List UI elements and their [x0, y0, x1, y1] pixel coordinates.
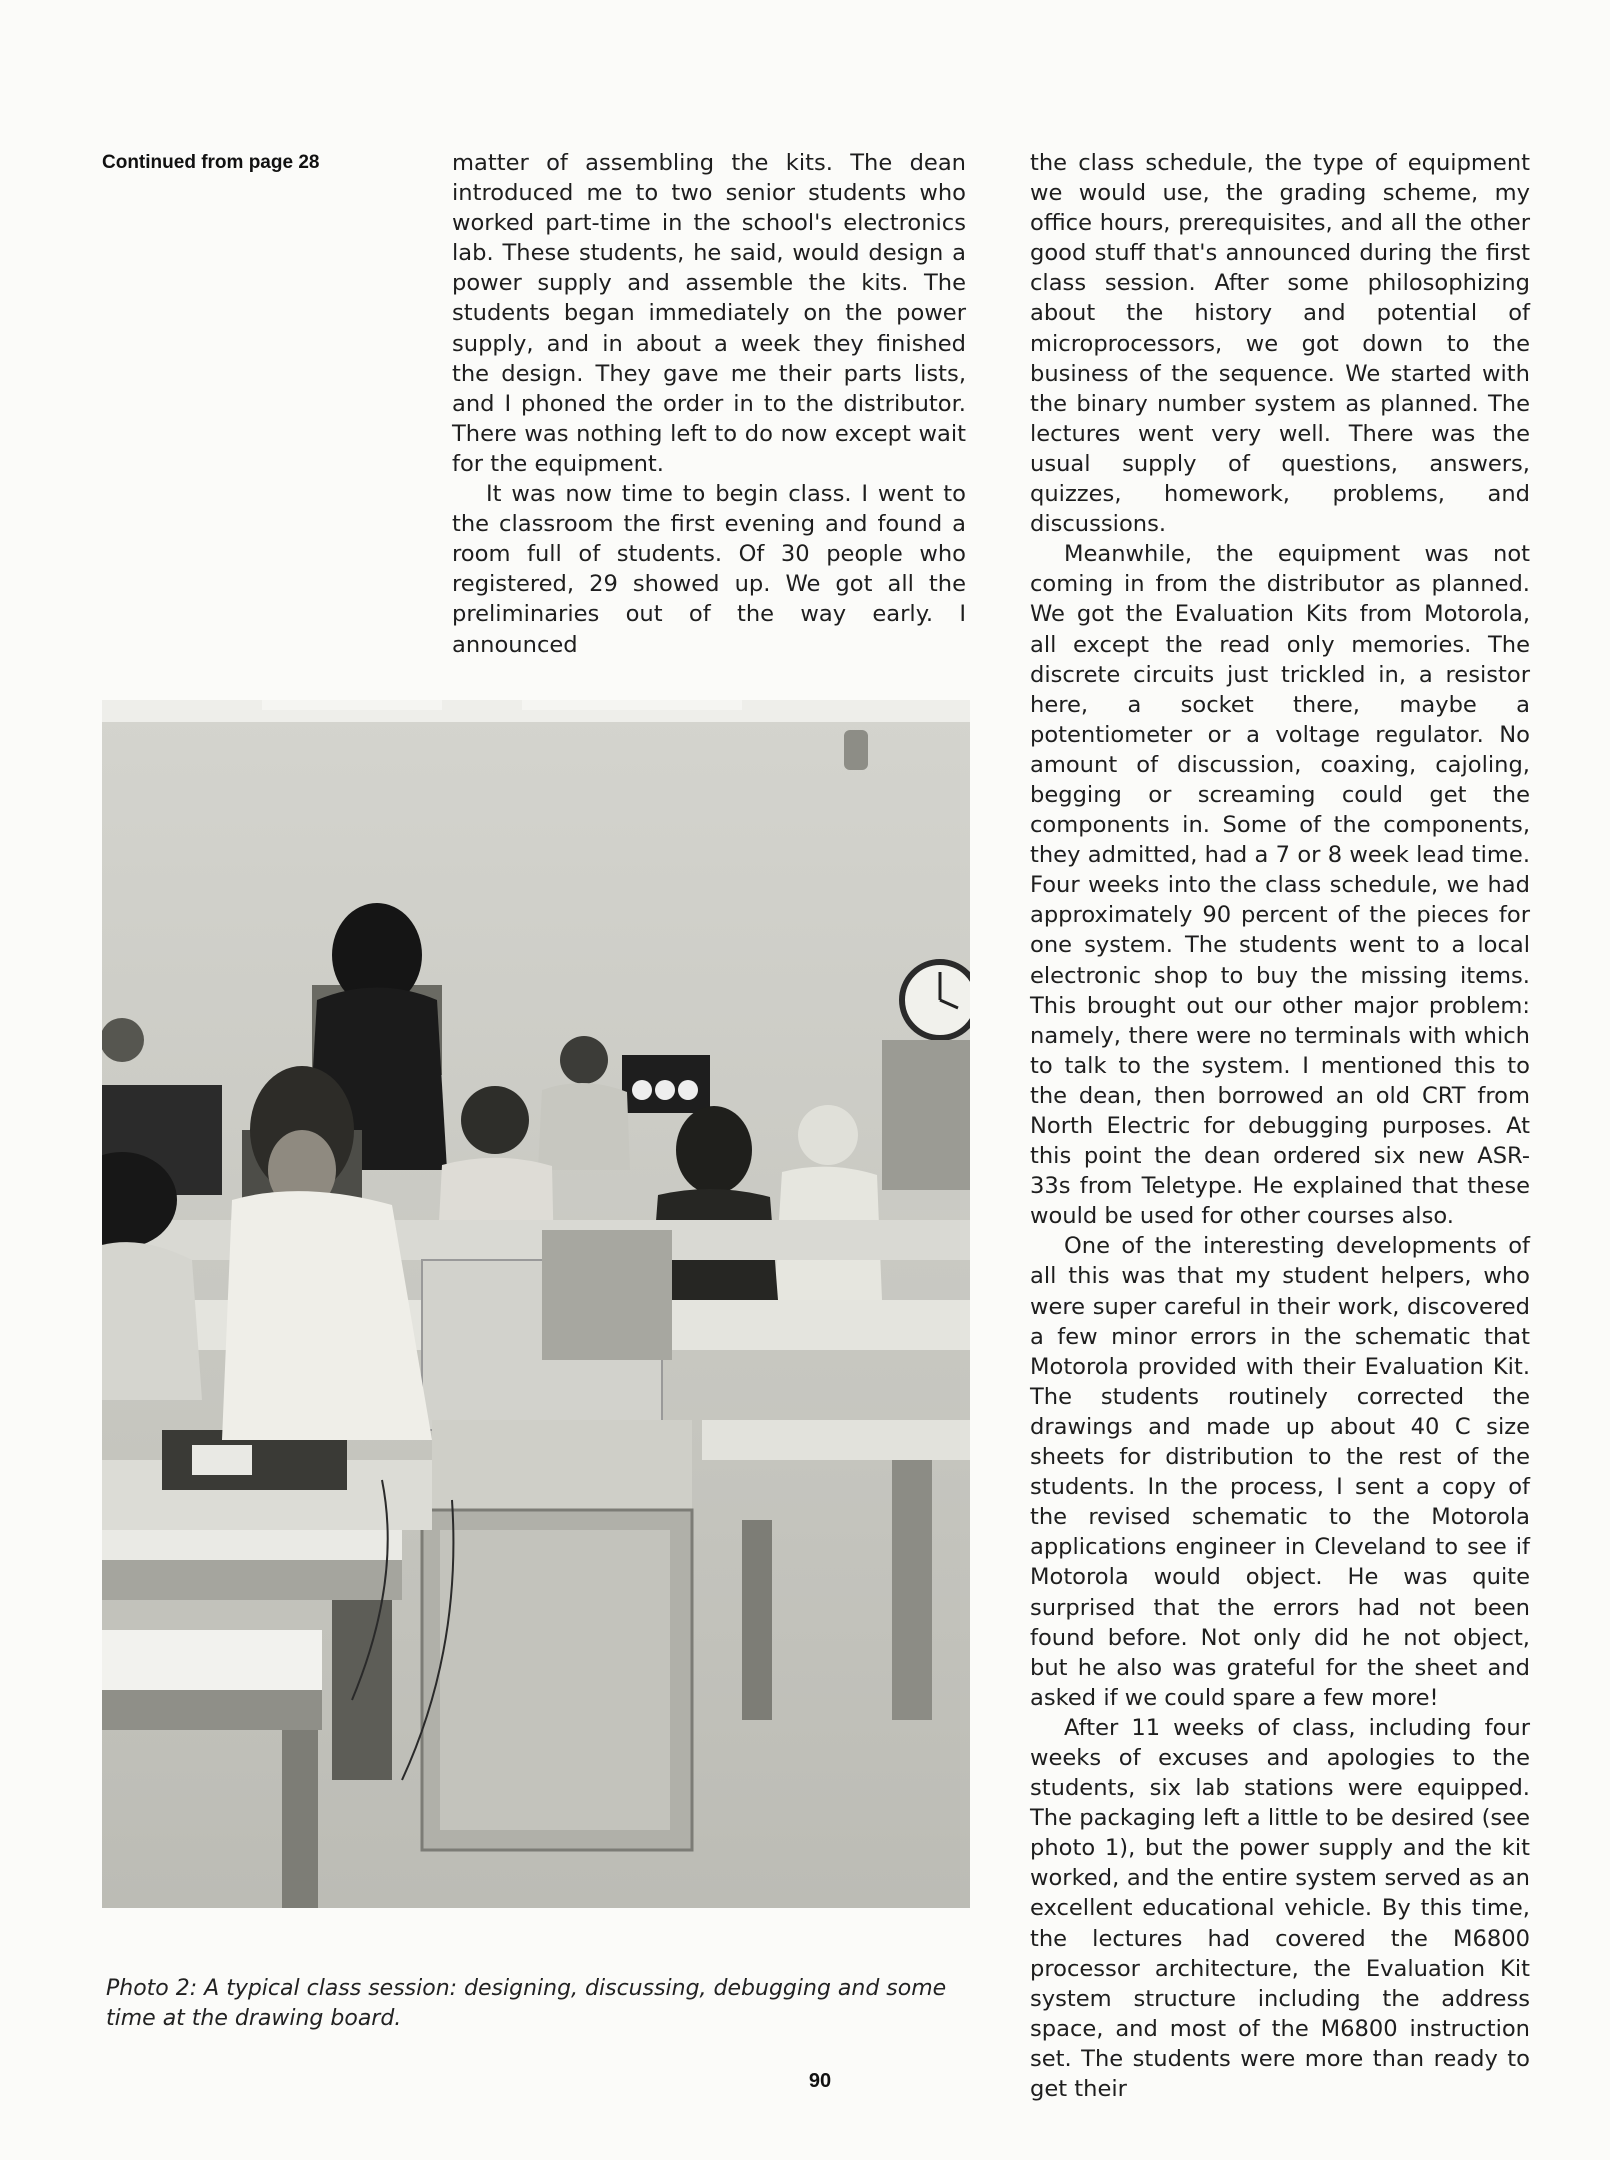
article-paragraph: the class schedule, the type of equipment we would use, the grading scheme, my office hours, prerequisites, and all the other good stuff that's announced during the first class session. After some philosophizing about the history and potential of microprocessors, we got down to the business of the sequence. We started with the binary number system as planned. The lectures went very well. There was the usual supply of questions, answers, quizzes, homework, problems, and discussions.	[1030, 150, 1530, 538]
article-column-middle	[452, 148, 966, 660]
article-paragraph: It was now time to begin class. I went to the classroom the first evening and found a room full of students. Of 30 people who registered, 29 showed up. We got all the preliminaries out of the way early. I announced	[452, 481, 966, 658]
continued-from-label: Continued from page 28	[102, 152, 320, 173]
article-paragraph: Meanwhile, the equipment was not coming in from the distributor as planned. We got the Evaluation Kits from Motorola, all except the read only memories. The discrete circuits just trickled in, a resistor here, a socket there, maybe a potentiometer or a voltage regulator. No amount of discussion, coaxing, cajoling, begging or screaming could get the components in. Some of the components, they admitted, had a 7 or 8 week lead time. Four weeks into the class schedule, we had approximately 90 percent of the pieces for one system. The students went to a local electronic shop to buy the missing items. This brought out our other major problem: namely, there were no terminals with which to talk to the system. I mentioned this to the dean, then borrowed an old CRT from North Electric for debugging purposes. At this point the dean ordered six new ASR-33s from Teletype. He explained that these would be used for other courses also.	[1030, 541, 1530, 1230]
photo-caption: Photo 2: A typical class session: designing, discussing, debugging and some time at the drawing board.	[106, 1976, 947, 2031]
article-paragraph: After 11 weeks of class, including four weeks of excuses and apologies to the students, six lab stations were equipped. The packaging left a little to be desired (see photo 1), but the power supply and the kit worked, and the entire system served as an excellent educational vehicle. By this time, the lectures had covered the M6800 processor architecture, the Evaluation Kit system structure including the address space, and most of the M6800 instruction set. The students were more than ready to get their	[1030, 1714, 1530, 2102]
classroom-photo	[102, 700, 970, 1908]
classroom-photo-illustration	[102, 700, 970, 1908]
article-paragraph: One of the interesting developments of all this was that my student helpers, who were super careful in their work, discovered a few minor errors in the schematic that Motorola provided with their Evaluation Kit. The students routinely corrected the drawings and made up about 40 C size sheets for distribution to the rest of the students. In the process, I sent a copy of the revised schematic to the Motorola applications engineer in Cleveland to see if Motorola would object. He was quite surprised that the errors had not been found before. Not only did he not object, but he also was grateful for the sheet and asked if we could spare a few more!	[1030, 1233, 1530, 1711]
page-number: 90	[808, 2070, 832, 2092]
article-column-right	[1030, 148, 1530, 2104]
article-paragraph: matter of assembling the kits. The dean introduced me to two senior students who worked part-time in the school's electronics lab. These students, he said, would design a power supply and assemble the kits. The students began immediately on the power supply, and in about a week they finished the design. They gave me their parts lists, and I phoned the order in to the distributor. There was nothing left to do now except wait for the equipment.	[452, 150, 966, 477]
